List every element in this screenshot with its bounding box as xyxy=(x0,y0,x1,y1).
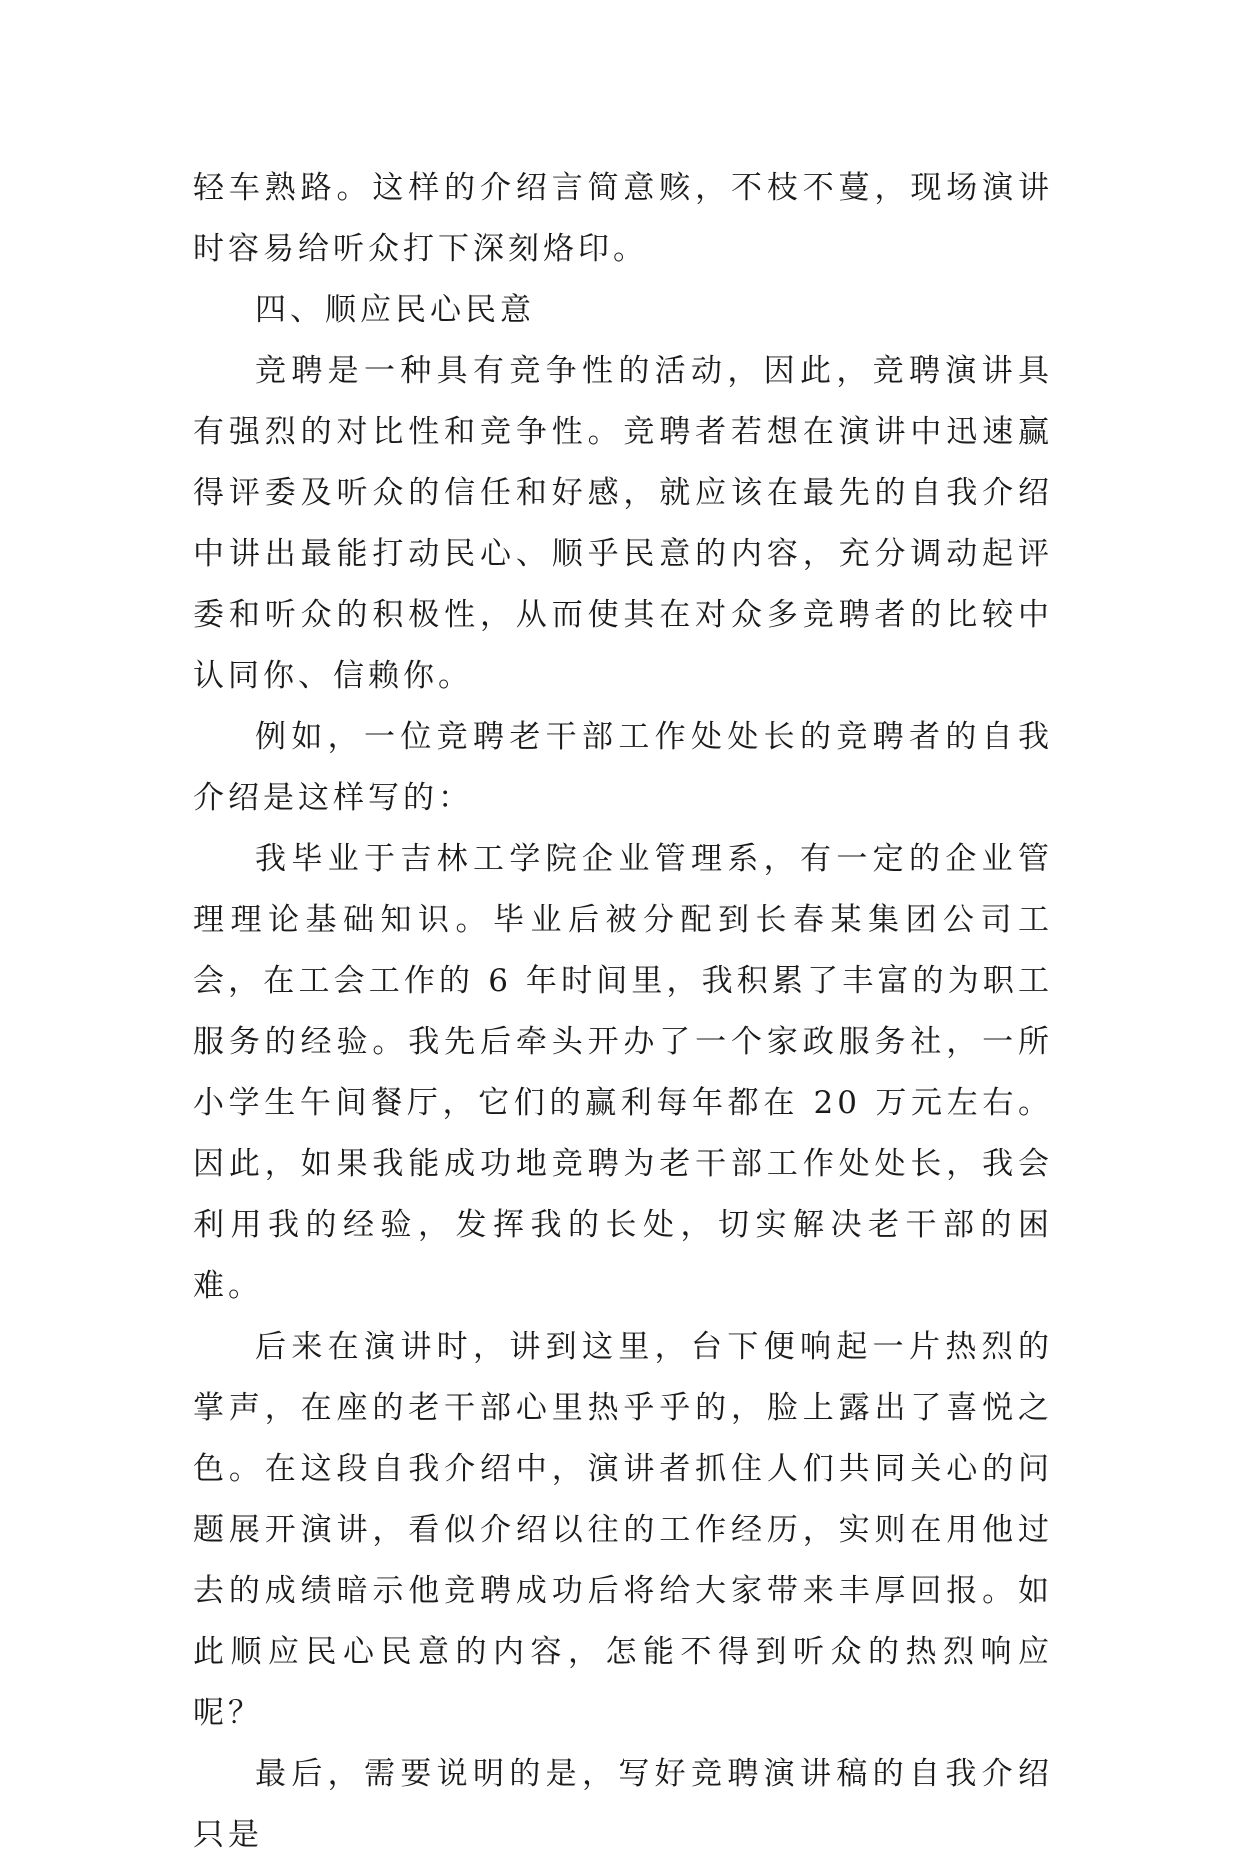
paragraph-example: 我毕业于吉林工学院企业管理系，有一定的企业管理理论基础知识。毕业后被分配到长春某集团公司工会，在工会工作的 6 年时间里，我积累了丰富的为职工服务的经验。我先后牵头开办了一个家政服务社，一所小学生午间餐厅，它们的赢利每年都在 20 万元左右。因此，如果我能成功地竞聘为老干部工作处处长，我会利用我的经验，发挥我的长处，切实解决老干部的困难。 xyxy=(193,841,1053,1304)
paragraph: 例如，一位竞聘老干部工作处处长的竞聘者的自我介绍是这样写的： xyxy=(193,719,1053,816)
section-heading: 四、顺应民心民意 xyxy=(255,292,535,328)
paragraph: 竞聘是一种具有竞争性的活动，因此，竞聘演讲具有强烈的对比性和竞争性。竞聘者若想在演讲中迅速赢得评委及听众的信任和好感，就应该在最先的自我介绍中讲出最能打动民心、顺乎民意的内容，充分调动起评委和听众的积极性，从而使其在对众多竞聘者的比较中认同你、信赖你。 xyxy=(193,353,1053,694)
document-body xyxy=(193,158,1053,1866)
paragraph: 最后，需要说明的是，写好竞聘演讲稿的自我介绍只是 xyxy=(193,1756,1053,1853)
paragraph-continued: 轻车熟路。这样的介绍言简意赅，不枝不蔓，现场演讲时容易给听众打下深刻烙印。 xyxy=(193,170,1053,267)
paragraph: 后来在演讲时，讲到这里，台下便响起一片热烈的掌声，在座的老干部心里热乎乎的，脸上露出了喜悦之色。在这段自我介绍中，演讲者抓住人们共同关心的问题展开演讲，看似介绍以往的工作经历，实则在用他过去的成绩暗示他竞聘成功后将给大家带来丰厚回报。如此顺应民心民意的内容，怎能不得到听众的热烈响应呢？ xyxy=(193,1329,1053,1731)
